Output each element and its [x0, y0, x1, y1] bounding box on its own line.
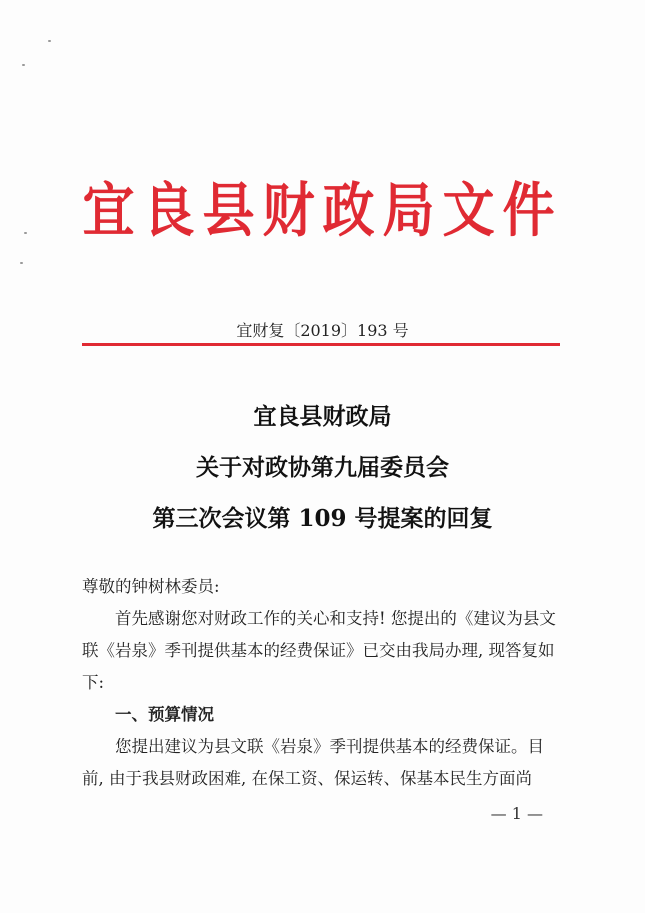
document-header: 宜良县财政局文件 [82, 178, 563, 246]
page-number: — 1 — [490, 804, 543, 823]
document-title-line-2: 关于对政协第九届委员会 [196, 454, 449, 481]
scan-speck [48, 40, 51, 42]
document-title-line-3: 第三次会议第 109 号提案的回复 [152, 505, 493, 532]
document-title-line-1: 宜良县财政局 [253, 403, 392, 430]
body-paragraph-2: 您提出建议为县文联《岩泉》季刊提供基本的经费保证。目前, 由于我县财政困难, 在保工资、保运转、保基本民生方面尚 [82, 737, 544, 788]
salutation: 尊敬的钟树林委员: [82, 577, 220, 596]
document-number: 宜财复〔2019〕193 号 [236, 321, 409, 340]
scan-speck [20, 262, 23, 264]
section-heading-1: 一、预算情况 [115, 705, 214, 724]
body-paragraph-1: 首先感谢您对财政工作的关心和支持! 您提出的《建议为县文联《岩泉》季刊提供基本的经费保证》已交由我局办理, 现答复如下: [82, 609, 556, 692]
red-separator-line [82, 343, 560, 346]
scan-speck [22, 64, 25, 66]
